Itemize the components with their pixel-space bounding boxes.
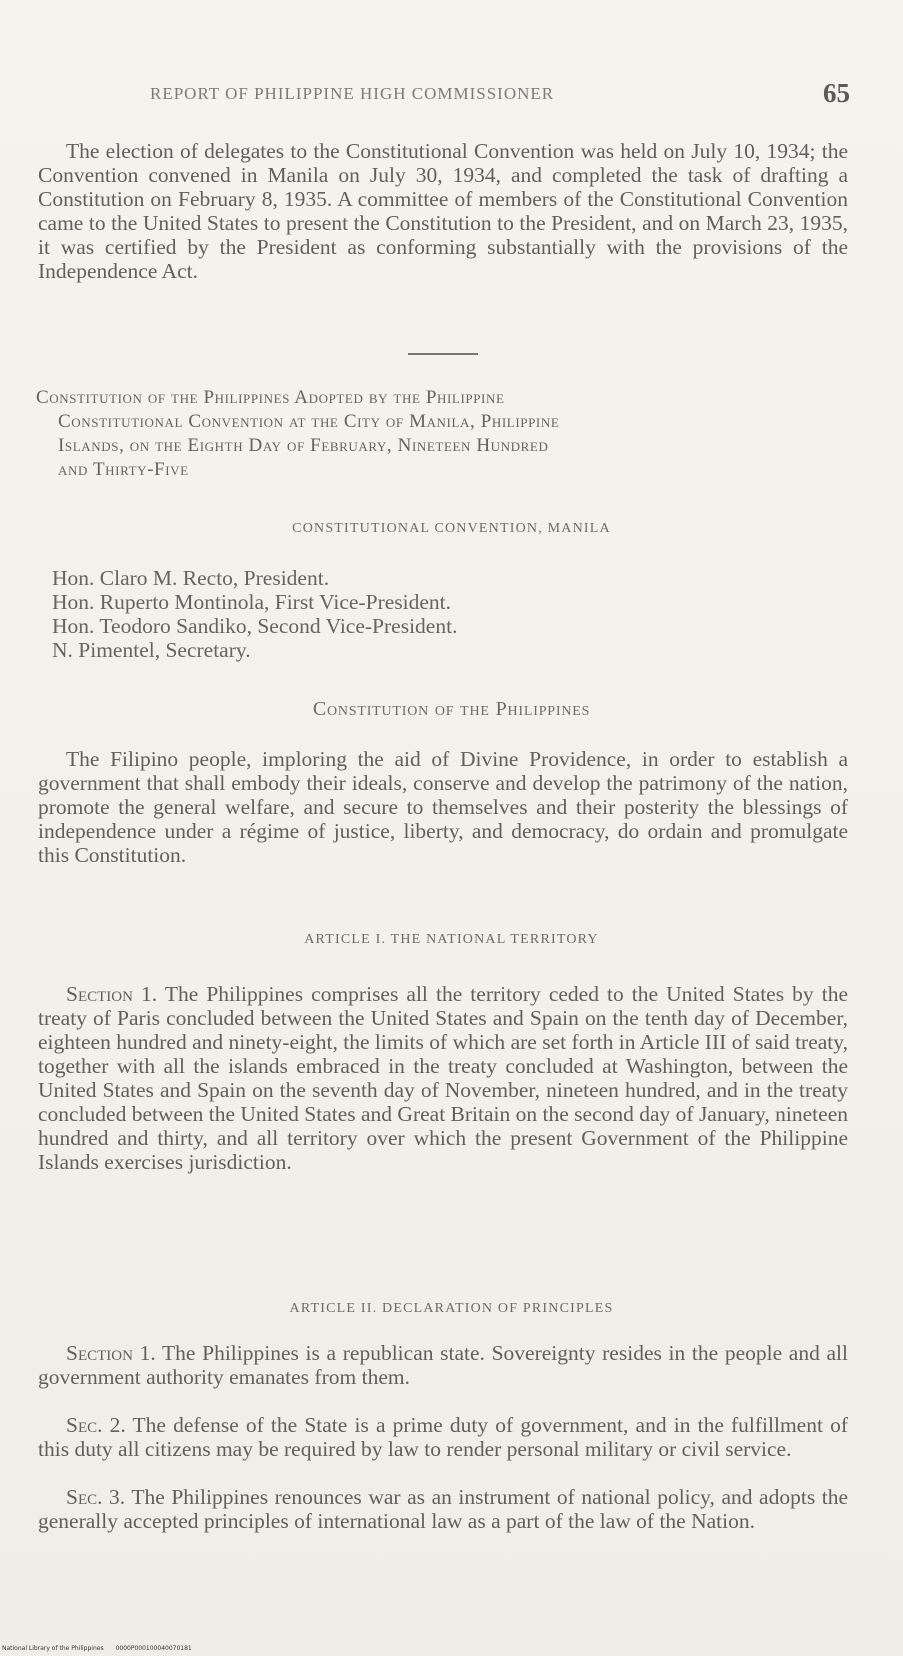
- article-2-section-3: [38, 1485, 848, 1533]
- officer-secretary: N. Pimentel, Secretary.: [52, 638, 251, 662]
- constitution-heading: Constitution of the Philippines: [312, 698, 591, 720]
- officer-second-vice-president: Hon. Teodoro Sandiko, Second Vice-President.: [52, 614, 458, 638]
- section-label: Sec. 2.: [66, 1413, 126, 1437]
- officer-president: Hon. Claro M. Recto, President.: [52, 566, 330, 590]
- section-label: Section 1.: [66, 982, 158, 1006]
- section-label: Sec. 3.: [66, 1485, 126, 1509]
- title-line-2: Constitutional Convention at the City of Manila, Philippine: [58, 411, 560, 432]
- article-2-section-1: [38, 1341, 848, 1389]
- section-text: The Philippines comprises all the territory ceded to the United States by the treaty of Paris concluded between the United States and Spain on the tenth day of December, eighteen hundred and ninety-eight, the limits of which are set forth in Article III of said treaty, together with all the islands embraced in the treaty concluded at Washington, between the United States and Spain on the seventh day of November, nineteen hundred, and in the treaty concluded between the United States and Great Britain on the second day of January, nineteen hundred and thirty, and all territory over which the present Government of the Philippine Islands exercises jurisdiction.: [38, 982, 848, 1174]
- section-text: The Philippines is a republican state. Sovereignty resides in the people and all government authority emanates from them.: [38, 1341, 849, 1389]
- section-divider: [408, 353, 478, 355]
- section-text: The defense of the State is a prime duty of government, and in the fulfillment of this duty all citizens may be required by law to render personal military or civil service.: [38, 1413, 848, 1461]
- article-1-heading: ARTICLE I. THE NATIONAL TERRITORY: [304, 932, 599, 947]
- page-number: 65: [823, 78, 850, 108]
- article-2-heading: ARTICLE II. DECLARATION OF PRINCIPLES: [289, 1301, 614, 1316]
- officers-list: [52, 566, 752, 662]
- preamble-paragraph: The Filipino people, imploring the aid of Divine Providence, in order to establish a government that shall embody their ideals, conserve and develop the patrimony of the nation, promote the general welfare, and secure to themselves and their posterity the blessings of independence under a régime of justice, liberty, and democracy, do ordain and promulgate this Constitution.: [38, 747, 848, 867]
- officer-first-vice-president: Hon. Ruperto Montinola, First Vice-President.: [52, 590, 452, 614]
- scan-footer: [2, 1645, 204, 1652]
- footer-code: 0000P000100040070181: [115, 1645, 192, 1652]
- section-label: Section 1.: [66, 1341, 156, 1365]
- title-line-1: Constitution of the Philippines Adopted by the Philippine: [36, 387, 505, 408]
- article-1-section-1: [38, 982, 848, 1174]
- title-line-3: Islands, on the Eighth Day of February, Nineteen Hundred: [58, 435, 549, 456]
- footer-library: National Library of the Philippines: [2, 1645, 104, 1652]
- title-line-4: and Thirty-Five: [58, 459, 189, 480]
- section-text: The Philippines renounces war as an instrument of national policy, and adopts the generally accepted principles of international law as a part of the law of the Nation.: [38, 1485, 848, 1533]
- running-head: REPORT OF PHILIPPINE HIGH COMMISSIONER: [150, 84, 555, 103]
- document-title: [36, 386, 851, 482]
- article-2-section-2: [38, 1413, 848, 1461]
- convention-heading: CONSTITUTIONAL CONVENTION, MANILA: [292, 521, 611, 536]
- intro-paragraph: The election of delegates to the Constitutional Convention was held on July 10, 1934; the Convention convened in Manila on July 30, 1934, and completed the task of drafting a Constitution on February 8, 1935. A committee of members of the Constitutional Convention came to the United States to present the Constitution to the President, and on March 23, 1935, it was certified by the President as conforming substantially with the provisions of the Independence Act.: [38, 139, 848, 283]
- page-header: [150, 78, 850, 118]
